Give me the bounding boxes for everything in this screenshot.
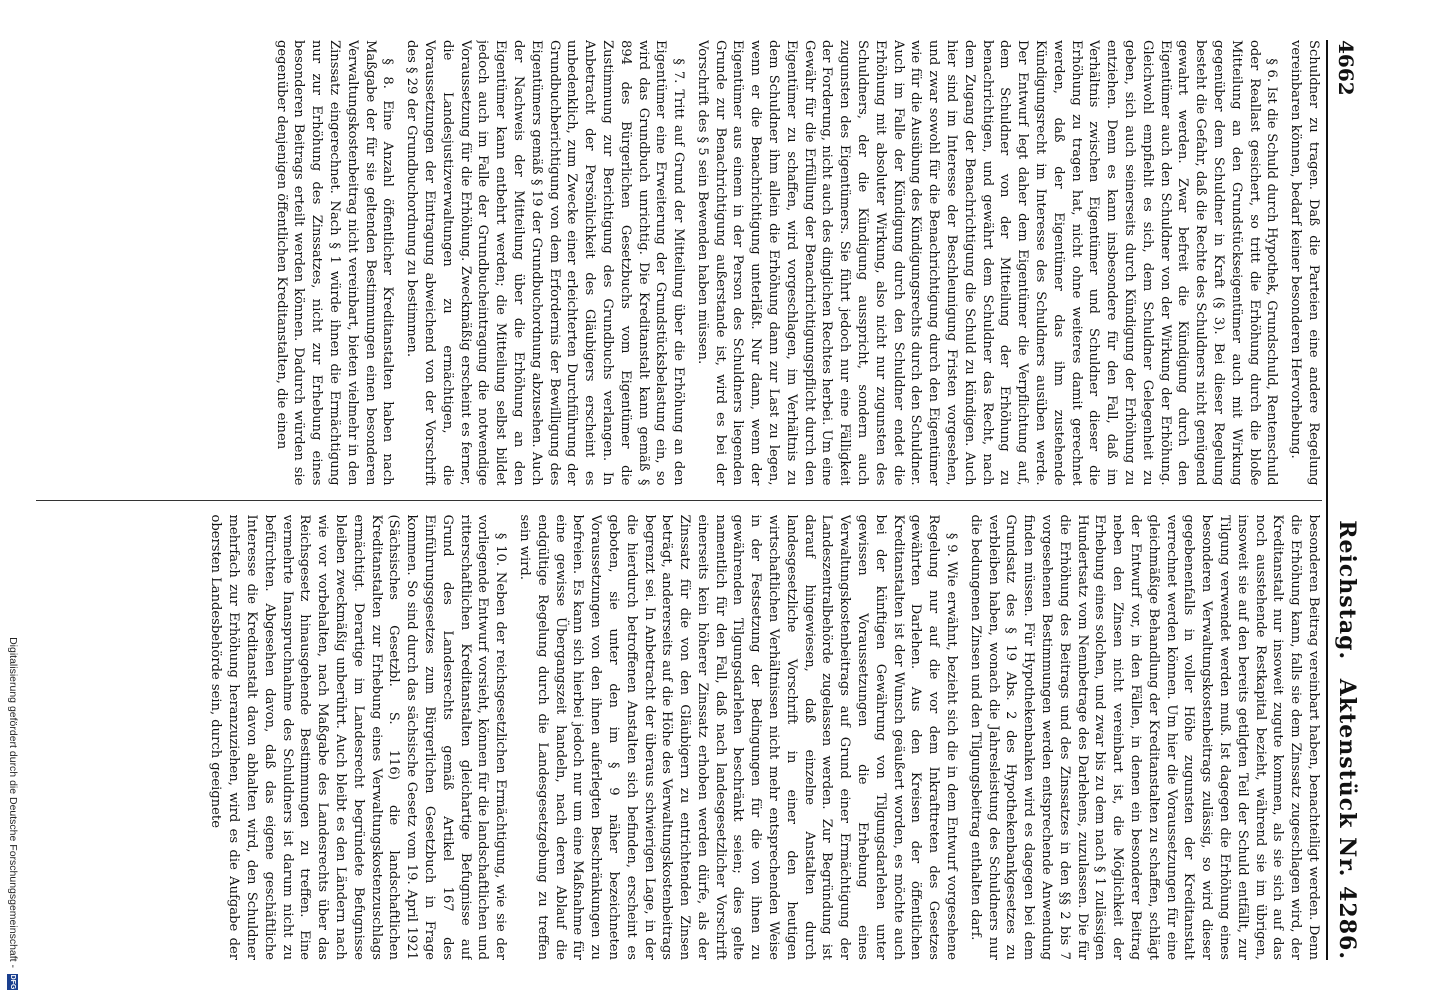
- dfg-logo-icon: DFG: [9, 974, 17, 990]
- paragraph: § 8. Eine Anzahl öffentlicher Kreditanstalten haben nach Maßgabe der für sie geltenden Bestimmungen einen besonderen Verwaltungskostenbeitrag nicht vereinbart, bieten vielmehr in den Zinssatz eingerechnet. Nach § 1 würde ihnen die Ermächtigung nur zur Erhöhung des Zinssatzes, nicht zur Erhebung eines besonderen Beitrags erteilt werden können. Dadurch würden sie gegenüber denjenigen öffentlichen Kreditanstalten, die einen: [273, 40, 396, 486]
- header-subtitle: Aktenstück Nr. 4286.: [1334, 678, 1360, 960]
- paragraph: § 9. Wie erwähnt, bezieht sich die in dem Entwurf vorgesehene Regelung nur auf die vor dem Inkrafttreten des Gesetzes gewährten Darlehen. Aus den Kreisen der öffentlichen Kreditanstalten ist der Wunsch geäußert worden, es möchte auch bei der künftigen Gewährung von Tilgungsdarlehen unter gewissen Voraussetzungen die Erhebung eines Verwaltungskostenbeitrags auf Grund einer Ermächtigung der Landeszentralbehörde zugelassen werden. Zur Begründung ist darauf hingewiesen, daß einzelne Anstalten durch landesgesetzliche Vorschrift in einer den heutigen wirtschaftlichen Verhältnissen nicht mehr entsprechenden Weise in der Festsetzung der Bedingungen für die von ihnen zu gewährenden Tilgungsdarlehen beschränkt seien; dies gelte namentlich für den Fall, daß nach landesgesetzlicher Vorschrift einerseits kein höherer Zinssatz erhoben werden dürfe, als der Zinssatz für die von den Gläubigern zu entrichtenden Zinsen beträgt, andererseits auf die Höhe des Verwaltungskostenbeitrags begrenzt sei. In Anbetracht der überaus schwierigen Lage, in der die hierdurch betroffenen Anstalten sich befinden, erscheint es geboten, sie unter den im § 9 näher bezeichneten Voraussetzungen von den ihnen auferlegten Beschränkungen zu befreien. Es kann sich hierbei jedoch nur um eine Maßnahme für eine gewisse Übergangszeit handeln, nach deren Ablauf die endgültige Regelung durch die Landesgesetzgebung zu treffen sein wird.: [516, 514, 960, 960]
- paragraph: § 6. Ist die Schuld durch Hypothek, Grundschuld, Rentenschuld oder Reallast gesichert, so tritt die Erhöhung durch die bloße Mitteilung an den Grundstückseigentümer auch mit Wirkung gegenüber dem Schuldner in Kraft (§ 3). Bei dieser Regelung besteht die Gefahr, daß die Rechte des Schuldners nicht genügend gewahrt werden. Zwar befreit die Kündigung durch den Eigentümer auch den Schuldner von der Wirkung der Erhöhung. Gleichwohl empfiehlt es sich, dem Schuldner Gelegenheit zu geben, sich auch seinerseits durch Kündigung der Erhöhung zu entziehen. Denn es kann insbesondere für den Fall, daß im Verhältnis zwischen Eigentümer und Schuldner dieser die Erhöhung zu tragen hat, nicht ohne weiteres damit gerechnet werden, daß der Eigentümer das ihm zustehende Kündigungsrecht im Interesse des Schuldners ausüben werde. Der Entwurf legt daher dem Eigentümer die Verpflichtung auf, dem Schuldner von der Mitteilung der Erhöhung zu benachrichtigen, und gewährt dem Schuldner das Recht, nach dem Zugang der Benachrichtigung die Schuld zu kündigen. Auch hier sind im Interesse der Beschleunigung Fristen vorgesehen, und zwar sowohl für die Benachrichtigung durch den Eigentümer wie für die Ausübung des Kündigungsrechts durch den Schuldner. Auch im Falle der Kündigung durch den Schuldner endet die Erhöhung mit absoluter Wirkung, also nicht nur zugunsten des Schuldners, der die Kündigung ausspricht, sondern auch zugunsten des Eigentümers. Sie führt jedoch nur eine Fälligkeit der Forderung, nicht auch des dinglichen Rechtes herbei. Um eine Gewähr für die Erfüllung der Benachrichtigungspflicht durch den Eigentümer zu schaffen, wird vorgeschlagen, im Verhältnis zu dem Schuldner ihm allein die Erhöhung dann zur Last zu legen, wenn er die Benachrichtigung unterläßt. Nur dann, wenn der Eigentümer aus einem in der Person des Schuldners liegenden Grunde zur Benachrichtigung außerstande ist, wird es bei der Vorschrift des § 5 sein Bewenden haben müssen.: [694, 40, 1280, 486]
- paragraph: Schuldner zu tragen. Daß die Parteien eine andere Regelung vereinbaren können, bedarf keiner besonderen Hervorhebung.: [1288, 40, 1321, 486]
- credit-text: Digitalisierung gefördert durch die Deutsche Forschungsgemeinschaft -: [7, 637, 19, 968]
- text-columns: [36, 40, 1322, 960]
- page-number: 4662: [1334, 40, 1358, 96]
- page-header: [1326, 40, 1374, 960]
- digitization-credit: [4, 0, 22, 1000]
- column-divider: [36, 500, 1322, 501]
- paragraph: besonderen Beitrag vereinbart haben, benachteiligt werden. Denn die Erhöhung kann, falls sie dem Zinssatz zugeschlagen wird, der Kreditanstalt nur insoweit zugute kommen, als sie sich auf das noch ausstehende Restkapital bezieht, während sie im übrigen, insoweit sie auf den bereits getilgten Teil der Schuld entfällt, zur Tilgung verwendet werden muß. Ist dagegen die Erhöhung eines besonderen Verwaltungskostenbeitrags zulässig, so wird dieser gegebenenfalls in voller Höhe zugunsten der Kreditanstalt verrechnet werden können. Um hier die Voraussetzungen für eine gleichmäßige Behandlung der Kreditanstalten zu schaffen, schlägt der Entwurf vor, in den Fällen, in denen ein besonderer Beitrag neben den Zinsen nicht vereinbart ist, die Möglichkeit der Erhebung eines solchen, und zwar bis zu dem nach § 1 zulässigen Hundertsatz vom Nennbetrage des Darlehens, zuzulassen. Die für die Erhöhung des Beitrags und des Zinssatzes in den §§ 2 bis 7 vorgesehenen Bestimmungen werden entsprechende Anwendung finden müssen. Für Hypothekenbanken wird es dagegen bei dem Grundsatz des § 19 Abs. 2 des Hypothekenbankgesetzes zu verbleiben haben, wonach die Jahresleistung des Schuldners nur die bedungenen Zinsen und den Tilgungsbeitrag enthalten darf.: [967, 514, 1321, 960]
- running-title: [1334, 510, 1360, 960]
- left-column: [36, 40, 1322, 486]
- right-column: [36, 515, 1322, 961]
- header-title: Reichstag.: [1334, 520, 1360, 661]
- paragraph: § 7. Tritt auf Grund der Mitteilung über die Erhöhung an den Eigentümer eine Erweiterung der Grundstücksbelastung ein, so wird das Grundbuch unrichtig. Die Kreditanstalt kann gemäß § 894 des Bürgerlichen Gesetzbuchs vom Eigentümer die Zustimmung zur Berichtigung des Grundbuchs verlangen. In Anbetracht der Persönlichkeit des Gläubigers erscheint es unbedenklich, zum Zwecke einer erleichterten Durchführung der Grundbuchberichtigung von dem Erfordernis der Bewilligung des Eigentümers gemäß § 19 der Grundbuchordnung abzusehen. Auch der Nachweis der Mitteilung über die Erhöhung an den Eigentümer kann entbehrt werden; die Mitteilung selbst bildet jedoch auch im Falle der Grundbucheintragung die notwendige Voraussetzung für die Erhöhung. Zweckmäßig erscheint es ferner, die Landesjustizverwaltungen zu ermächtigen, die Voraussetzungen der Eintragung abweichend von der Vorschrift des § 29 der Grundbuchordnung zu bestimmen.: [404, 40, 687, 486]
- paragraph: § 10. Neben der reichsgesetzlichen Ermächtigung, wie sie der vorliegende Entwurf vorsieht, können für die landschaftlichen und ritterschaftlichen Kreditanstalten gleichartige Befugnisse auf Grund des Landesrechts gemäß Artikel 167 des Einführungsgesetzes zum Bürgerlichen Gesetzbuch in Frage kommen. So sind durch das sächsische Gesetz vom 19. April 1921 (Sächsisches Gesetzbl. S. 116) die landschaftlichen Kreditanstalten zur Erhebung eines Verwaltungskostenzuschlags ermächtigt. Derartige im Landesrecht begründete Befugnisse bleiben zweckmäßig unberührt. Auch bleibt es den Ländern nach wie vor vorbehalten, nach Maßgabe des Landesrechts über das Reichsgesetz hinausgehende Bestimmungen zu treffen. Eine vermehrte Inanspruchnahme des Schuldners ist darum nicht zu befürchten. Abgesehen davon, daß das eigene geschäftliche Interesse die Kreditanstalt davon abhalten wird, den Schuldner mehrfach zur Erhöhung heranzuziehen, wird es die Aufgabe der obersten Landesbehörde sein, durch geeignete: [208, 514, 509, 960]
